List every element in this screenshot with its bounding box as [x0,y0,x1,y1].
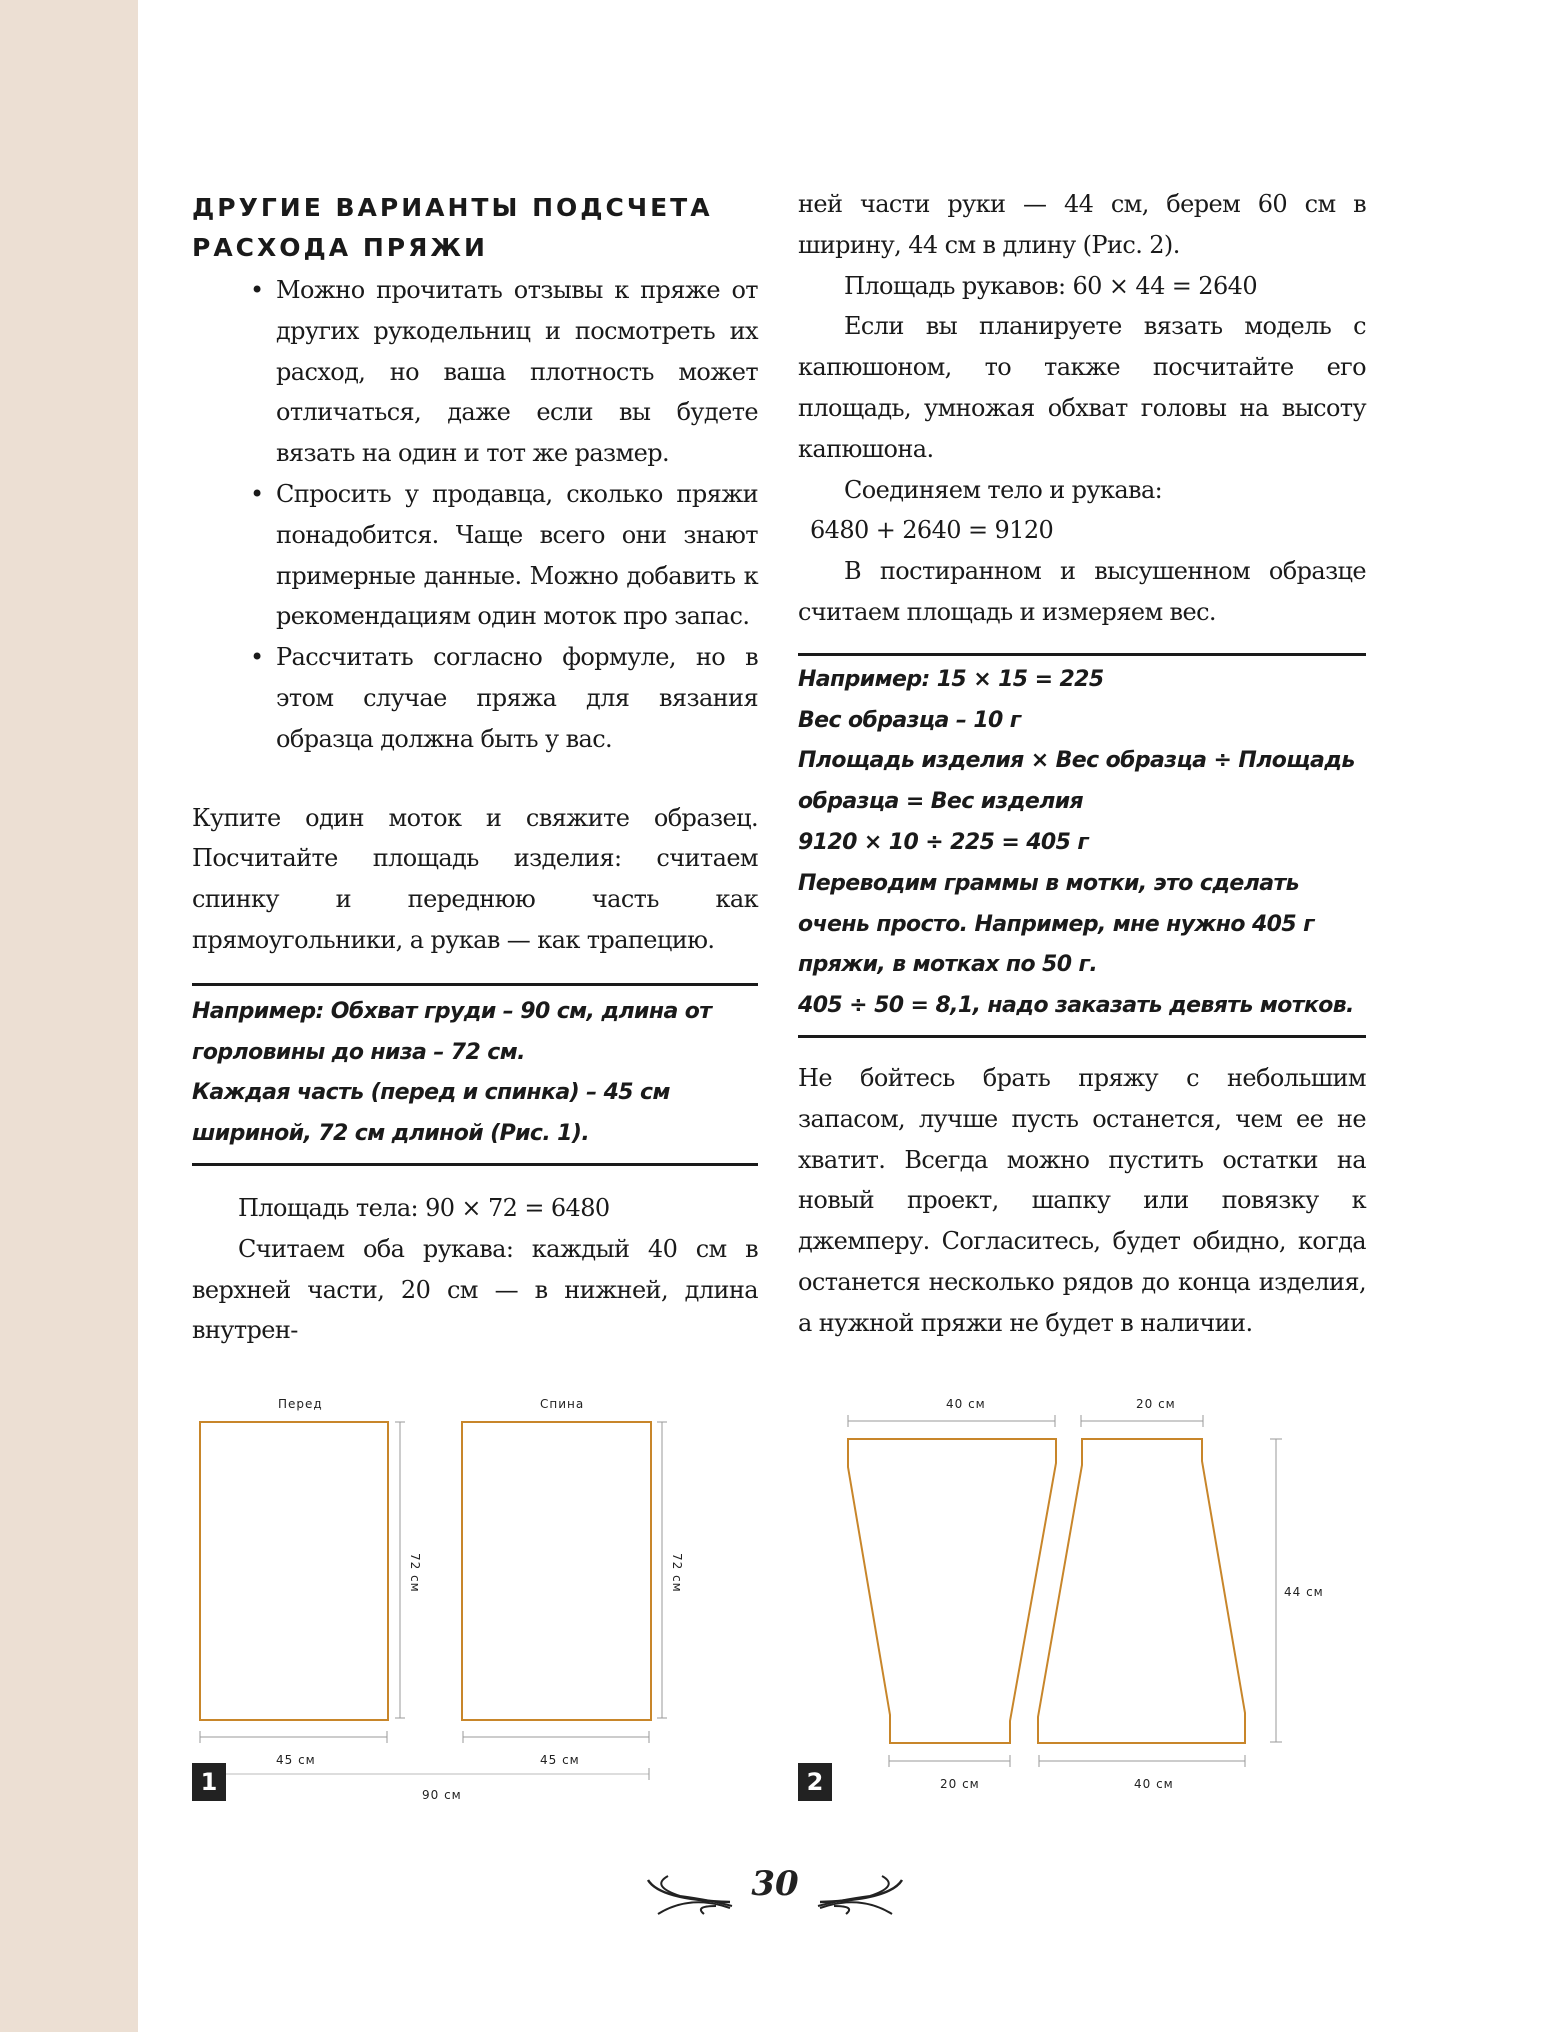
paragraph: Если вы планируете вязать модель с капюшоном, то также посчитайте его площадь, умножая обхват головы на высоту капюшона. [798,312,1366,463]
back-height-label: 72 см [670,1553,684,1593]
right-sleeve-bottom-label: 40 см [1134,1777,1174,1791]
list-item: • Рассчитать согласно формуле, но в этом случае пряжа для вязания образца должна быть у вас. [276,637,758,759]
paragraph: ней части руки — 44 см, берем 60 см в ширину, 44 см в длину (Рис. 2). [798,190,1366,259]
example-line: Например: Обхват груди – 90 см, длина от горловины до низа – 72 см. [192,998,712,1065]
example-line: Вес образца – 10 г [798,707,1021,733]
back-width-label: 45 см [540,1753,580,1767]
paragraph: Считаем оба рукава: каждый 40 см в верхней части, 20 см — в нижней, длина внутрен- [192,1234,758,1345]
total-width-label: 90 см [422,1788,462,1802]
example-line: Например: 15 × 15 = 225 [798,666,1104,692]
example-box [798,656,1366,1035]
paragraph: В постиранном и высушенном образце считаем площадь и измеряем вес. [798,557,1366,626]
page-margin-strip [0,0,138,2032]
front-width-label: 45 см [276,1753,316,1767]
sleeve-height-label: 44 см [1284,1585,1324,1599]
section-title: ДРУГИЕ ВАРИАНТЫ ПОДСЧЕТА РАСХОДА ПРЯЖИ [192,193,713,262]
example-line: Переводим граммы в мотки, это сделать очень просто. Например, мне нужно 405 г пряжи, в мотках по 50 г. [798,870,1315,978]
figure-2-sleeve-pattern [790,1385,1350,1805]
methods-list [192,270,758,760]
example-line: 9120 × 10 ÷ 225 = 405 г [798,829,1089,855]
left-column [192,188,758,1351]
figure-1-body-pattern [190,1385,770,1805]
example-line: Площадь изделия × Вес образца ÷ Площадь образца = Вес изделия [798,748,1355,815]
figure-number-badge: 2 [798,1763,832,1801]
example-line: 405 ÷ 50 = 8,1, надо заказать девять мотков. [798,993,1354,1019]
formula: 6480 + 2640 = 9120 [810,516,1054,545]
divider [192,1163,758,1166]
right-column [798,184,1366,1344]
body-pattern-diagram [190,1385,770,1805]
list-item: • Можно прочитать отзывы к пряже от других рукодельниц и посмотреть их расход, но ваша плотность может отличаться, даже если вы будете вязать на один и тот же размер. [276,270,758,474]
left-sleeve-top-label: 40 см [946,1397,986,1411]
list-item: • Спросить у продавца, сколько пряжи понадобится. Чаще всего они знают примерные данные. Можно добавить к рекомендациям один моток про запас. [276,474,758,637]
page-number: 30 [751,1864,799,1904]
example-box [192,986,758,1163]
left-sleeve-bottom-label: 20 см [940,1777,980,1791]
paragraph: Не бойтесь брать пряжу с небольшим запасом, лучше пусть останется, чем ее не хватит. Всегда можно пустить остатки на новый проект, шапку или повязку к джемперу. Согласитесь, будет обидно, когда останется несколько рядов до конца изделия, а нужной пряжи не будет в наличии. [798,1063,1366,1337]
sleeve-pattern-diagram [790,1385,1350,1805]
divider [798,1035,1366,1038]
front-height-label: 72 см [408,1553,422,1593]
paragraph: Купите один моток и свяжите образец. Посчитайте площадь изделия: считаем спинку и переднюю часть как прямоугольники, а рукав — как трапецию. [192,803,758,954]
paragraph: Площадь тела: 90 × 72 = 6480 [238,1193,610,1222]
figure-number-badge: 1 [192,1763,226,1801]
example-line: Каждая часть (перед и спинка) – 45 см шириной, 72 см длиной (Рис. 1). [192,1080,670,1147]
paragraph: Соединяем тело и рукава: [844,475,1163,504]
page-number-footer [620,1858,930,1918]
front-label: Перед [278,1397,323,1411]
back-label: Спина [540,1397,585,1411]
right-sleeve-top-label: 20 см [1136,1397,1176,1411]
paragraph: Площадь рукавов: 60 × 44 = 2640 [844,271,1257,300]
